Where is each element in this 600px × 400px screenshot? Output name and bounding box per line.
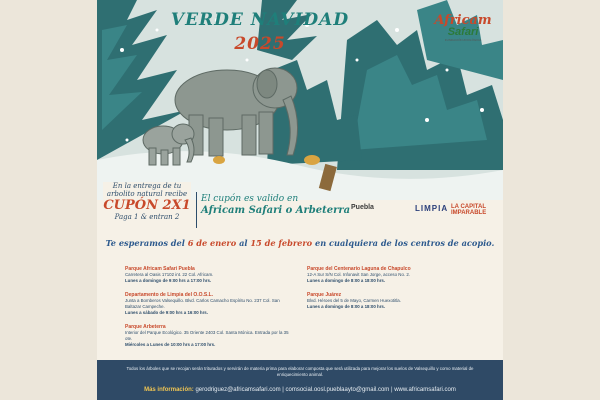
contact-email-1[interactable]: gerodriguez@africamsafari.com (195, 387, 281, 393)
partner-logos (347, 204, 497, 218)
place-title: Parque Africam Safari Puebla (125, 266, 195, 272)
list-item (307, 292, 487, 310)
contact-website[interactable]: www.africamsafari.com (394, 387, 456, 393)
coupon-lead-2: arbolito natural recibe (106, 190, 188, 198)
coupon-lead-1: En la entrega de tu (112, 182, 182, 190)
invite-date-from: 6 de enero (187, 238, 237, 248)
place-hours: Lunes a domingo de 8:00 a 18:00 hrs. (307, 304, 386, 309)
place-title: Parque Arbeterra (125, 324, 166, 330)
validity-line-1: El cupón es valido en (201, 194, 299, 204)
place-hours: Lunes a domingo de 8:00 a 18:00 hrs. (307, 278, 386, 283)
divider (196, 192, 197, 228)
invite-prefix: Te esperamos del (105, 238, 185, 248)
poster (97, 0, 503, 400)
list-item (125, 324, 295, 348)
puebla-logo: Puebla (351, 204, 374, 211)
list-item (307, 266, 487, 284)
contact-info: Más información: gerodriguez@africamsafari.com | comsocial.oosl.pueblaayto@gmail.com | www.africamsafari.com (144, 387, 456, 393)
place-hours: Lunes a sábado de 9:00 hrs a 16:00 hrs. (125, 310, 208, 315)
invite-date-to: 15 de febrero (250, 238, 313, 248)
place-address: Blvd. Héroes del 5 de Mayo, Carmen Huexotitla. (307, 298, 401, 303)
contact-label: Más información: (144, 387, 194, 393)
list-item (125, 266, 295, 284)
list-item (125, 292, 295, 316)
page-title: VERDE NAVIDAD (170, 10, 350, 30)
capital-imparable-logo: LA CAPITAL IMPARABLE (451, 204, 487, 216)
coupon-offer-detail: Paga 1 & entran 2 (114, 213, 180, 221)
validity-line-2: Africam Safari o Arbeterra (201, 205, 351, 216)
invite-banner (97, 238, 503, 248)
logo-name: Africam (434, 13, 492, 28)
coupon-section (97, 180, 503, 236)
collection-centers (107, 258, 491, 354)
place-address: Junta a Bomberos Valsequillo. Blvd. Carlos Camacho Espíritu No. 237 Col. San Baltazar Campeche. (125, 298, 280, 309)
coupon-validity (201, 194, 350, 216)
footer (97, 360, 503, 400)
logo-sub: Safari (447, 26, 479, 38)
logo-tagline: FUNDACIÓN ZOOLÓGICA (444, 38, 482, 42)
coupon-offer: CUPÓN 2X1 (103, 198, 191, 213)
hero-illustration (97, 0, 503, 200)
footer-note: Todos los árboles que se recojan serán triturados y servirán de materia prima para elaborar composta que será utilizada para mejorar los suelos de Valsequillo y como material de enriquecimiento animal. (126, 366, 474, 377)
invite-suffix: en cualquiera de los centros de acopio. (315, 238, 495, 248)
place-hours: Miércoles a Lunes de 10:00 hrs a 17:00 hrs. (125, 342, 216, 347)
invite-mid: al (239, 238, 248, 248)
place-hours: Lunes a domingo de 9:00 hrs a 17:00 hrs. (125, 278, 212, 283)
contact-email-2[interactable]: comsocial.oosl.pueblaayto@gmail.com (285, 387, 390, 393)
coupon-card (103, 182, 191, 234)
place-title: Departamento de Limpia del O.O.S.L. (125, 292, 214, 298)
page-title-year: 2025 (234, 34, 286, 54)
place-title: Parque del Centenario Laguna de Chapulco (307, 266, 411, 272)
place-address: Interior del Parque Ecológico. 35 Oriente 2403 Col. Santa Mónica. Entrada por la 35 ote. (125, 330, 289, 341)
place-title: Parque Juárez (307, 292, 342, 298)
africam-safari-logo (433, 14, 493, 42)
place-address: 12-A Sur S/N Col. Infonavit San Jorge, acceso No. 2. (307, 272, 410, 277)
limpia-logo: LIMPIA (415, 204, 449, 213)
place-address: Carretera al Oasis 17102 int. 22 Col. Africam. (125, 272, 214, 277)
